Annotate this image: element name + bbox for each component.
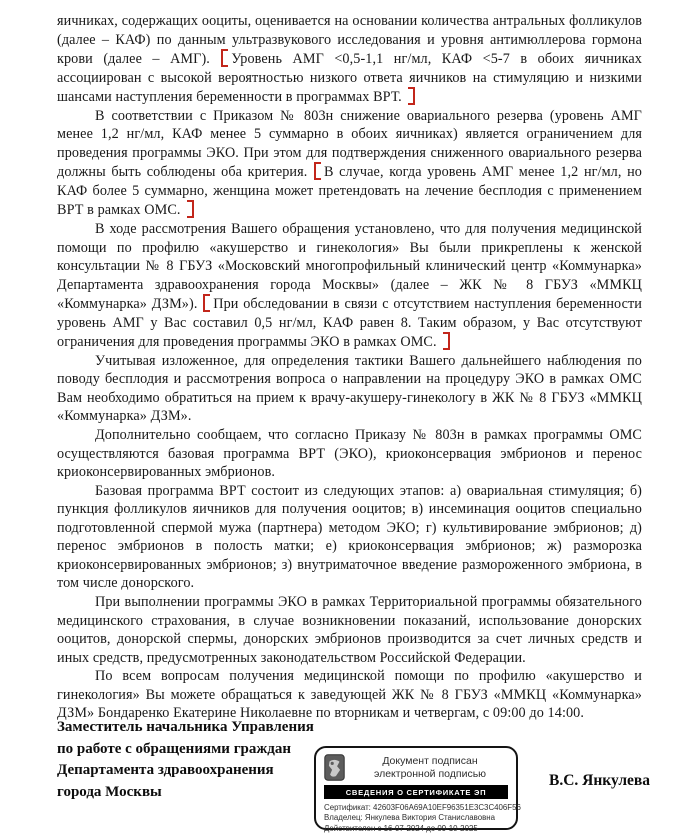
letter-body [57,12,642,723]
stamp-head-text [352,755,508,781]
signatory-title [57,717,319,803]
stamp-line1: Документ подписан [382,754,478,767]
moscow-emblem-icon [324,754,345,781]
certificate-validity: Действителен с 16-07-2024 до 09-10-2025 [324,823,478,833]
stamp-line2: электронной подписью [373,767,487,780]
certificate-owner: Владелец: Янкулева Виктория Станиславовна [324,813,496,823]
red-bracket-open-mark [203,294,210,312]
red-bracket-close-mark [408,87,415,105]
paragraph: яичниках, содержащих ооциты, оценивается на основании количества антральных фолликулов (далее – КАФ) по данным ультразвукового исследования и уровня антимюллерова гормона крови (далее – АМГ). Уровень АМГ <0,5-1,1 нг/мл, КАФ <5-7 в обоих яичниках ассоциирован с высокой вероятностью низкого ответа яичников на стимуляцию и низкими шансами наступления беременности в программах ВРТ. [57,13,642,106]
red-bracket-open-mark [314,162,321,180]
certificate-number: Сертификат: 42603F06A69A10EF96351E3C3C406F56 [324,802,521,812]
certificate-info-bar: СВЕДЕНИЯ О СЕРТИФИКАТЕ ЭП [324,785,508,799]
red-bracket-close-mark [443,332,450,350]
signatory-title-line: города Москвы [57,783,162,800]
paragraph: Базовая программа ВРТ состоит из следующих этапов: а) овариальная стимуляция; б) пункция фолликулов яичников для получения ооцитов; в) инсеминация ооцитов специально подготовленной спермой мужа (партнера) методом ЭКО; г) культивирование эмбрионов; д) перенос эмбрионов в полость матки; е) криоконсервация эмбрионов; ж) разморозка криоконсервированных эмбрионов; з) внутриматочное введение размороженного эмбриона, в том числе донорского. [57,482,642,592]
paragraph: В соответствии с Приказом № 803н снижение овариального резерва (уровень АМГ менее 1,2 нг/мл, КАФ менее 5 суммарно в обоих яичниках) является ограничением для проведения программы ЭКО. При этом для подтверждения сниженного овариального резерва должны быть соблюдены оба критерия. В случае, когда уровень АМГ менее 1,2 нг/мл, но КАФ более 5 суммарно, женщина может претендовать на лечение бесплодия с применением ВРТ в рамках ОМС. [57,107,642,219]
stamp-header-row [324,754,508,781]
paragraph: Дополнительно сообщаем, что согласно Приказу № 803н в рамках программы ОМС осуществляются базовая программа ВРТ (ЭКО), криоконсервация эмбрионов и перенос криоконсервированных эмбрионов. [57,427,642,481]
signatory-title-line: по работе с обращениями граждан [57,740,291,757]
paragraph: В ходе рассмотрения Вашего обращения установлено, что для получения медицинской помощи по профилю «акушерство и гинекология» Вы были прикреплены к женской консультации № 8 ГБУЗ «Московский многопрофильный клинический центр «Коммунарка» Департамента здравоохранения города Москвы» (далее – ЖК № 8 ГБУЗ «ММКЦ «Коммунарка» ДЗМ»). При обследовании в связи с отсутствием наступления беременности уровень АМГ у Вас составил 0,5 нг/мл, КАФ равен 8. Таким образом, у Вас отсутствуют ограничения для проведения программы ЭКО в рамках ОМС. [57,221,642,351]
signature-block [0,710,693,837]
signatory-name: В.С. Янкулева [549,772,651,789]
esign-stamp [314,746,521,833]
signatory-title-line: Департамента здравоохранения [57,762,274,778]
red-bracket-close-mark [187,200,194,218]
paragraph: При выполнении программы ЭКО в рамках Территориальной программы обязательного медицинского страхования, в случае возникновении показаний, использование донорских ооцитов, донорской спермы, донорских эмбрионов производится за счет личных средств и иных средств, предусмотренных законодательством Российской Федерации. [57,593,642,666]
signatory-title-line: Заместитель начальника Управления [57,719,314,735]
certificate-details [324,802,521,835]
paragraph: По всем вопросам получения медицинской помощи по профилю «акушерство и гинекология» Вы можете обращаться к заведующей ЖК № 8 ГБУЗ «ММКЦ «Коммунарка» ДЗМ» Бондаренко Екатерине Николаевне по вторникам и четвергам, с 09:00 до 14:00. [57,668,642,722]
paragraph: Учитывая изложенное, для определения тактики Вашего дальнейшего наблюдения по поводу бесплодия и рассмотрения вопроса о направлении на процедуру ЭКО в рамках ОМС Вам необходимо обратиться на прием к врачу-акушеру-гинекологу в ЖК № 8 ГБУЗ «ММКЦ «Коммунарка» ДЗМ». [57,352,642,425]
red-bracket-open-mark [221,49,228,67]
